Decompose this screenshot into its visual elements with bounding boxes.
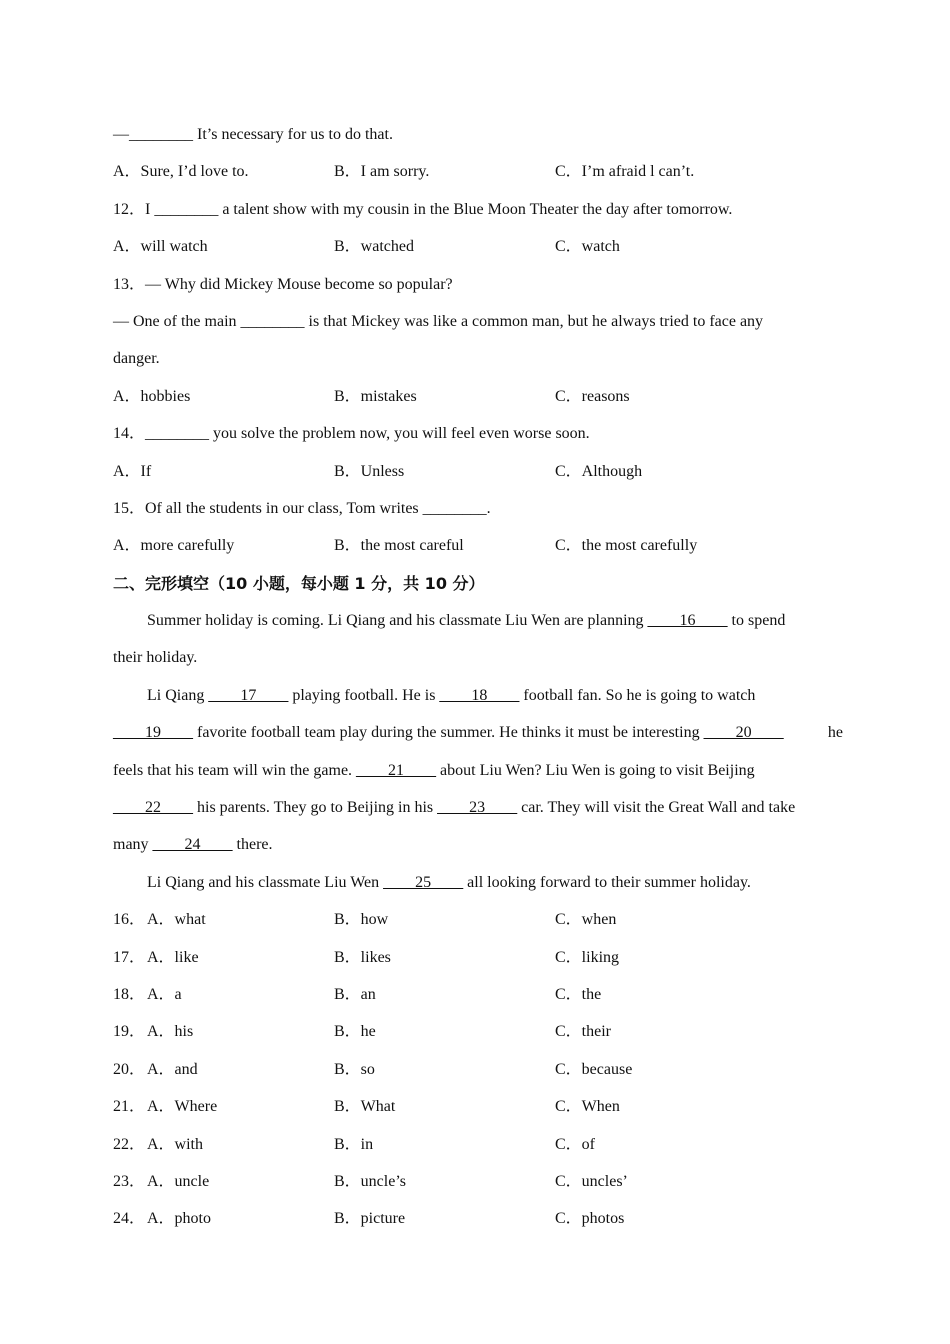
choice-option-b[interactable]: B．so <box>334 1060 375 1078</box>
q14-option-b[interactable]: B．Unless <box>334 462 405 480</box>
choice-option-a[interactable]: 21． A．Where <box>113 1094 334 1131</box>
worksheet-content <box>113 122 843 1244</box>
choice-option-c[interactable]: C．of <box>555 1135 596 1153</box>
choice-row-24 <box>113 1206 843 1243</box>
choice-number: 19． <box>113 1023 146 1041</box>
choice-row-16 <box>113 907 843 944</box>
q15-stem: 15．Of all the students in our class, Tom writes ________. <box>113 499 491 517</box>
passage-p2-line3 <box>113 758 843 795</box>
passage-p2-line2 <box>113 720 843 757</box>
q15-option-c[interactable]: C．the most carefully <box>555 537 698 555</box>
q14-option-c[interactable]: C．Although <box>555 462 643 480</box>
choice-row-21 <box>113 1094 843 1131</box>
passage-text: he <box>827 724 843 742</box>
choice-option-a[interactable]: 16． A．what <box>113 907 334 944</box>
passage-text: many <box>113 836 153 854</box>
choice-option-a[interactable]: 19． A．his <box>113 1019 334 1056</box>
choice-option-b[interactable]: B．What <box>334 1098 396 1116</box>
q12-options <box>113 234 843 271</box>
passage-text: about Liu Wen? Liu Wen is going to visit Beijing <box>436 761 755 779</box>
q13-option-c[interactable]: C．reasons <box>555 387 630 405</box>
q14-stem: 14．________ you solve the problem now, you will feel even worse soon. <box>113 425 590 443</box>
choice-option-a[interactable]: 23． A．uncle <box>113 1169 334 1206</box>
passage-text: to spend <box>727 612 786 630</box>
choice-option-b[interactable]: B．how <box>334 911 389 929</box>
choice-option-c[interactable]: C．uncles’ <box>555 1172 628 1190</box>
blank-18: ____18____ <box>439 686 520 704</box>
passage-p3-line1 <box>113 870 843 907</box>
passage-p1-line2: their holiday. <box>113 649 198 667</box>
q11-reply: —________ It’s necessary for us to do that. <box>113 126 393 143</box>
choice-option-b[interactable]: B．he <box>334 1023 376 1041</box>
passage-text: all looking forward to their summer holiday. <box>463 873 751 891</box>
q13-option-a[interactable]: A．hobbies <box>113 387 191 405</box>
q13-reply-cont: danger. <box>113 350 160 368</box>
passage-text: his parents. They go to Beijing in his <box>193 799 438 817</box>
passage-text: Li Qiang and his classmate Liu Wen <box>147 873 384 891</box>
choice-option-c[interactable]: C．photos <box>555 1210 625 1228</box>
q11-option-b[interactable]: B．I am sorry. <box>334 163 430 181</box>
choice-row-18 <box>113 982 843 1019</box>
choice-option-a[interactable]: 18． A．a <box>113 982 334 1019</box>
q11-option-c[interactable]: C．I’m afraid l can’t. <box>555 163 695 181</box>
q13-reply: — One of the main ________ is that Mickey was like a common man, but he always tried to face any <box>113 312 764 330</box>
passage-text: playing football. He is <box>288 686 440 704</box>
choice-row-20 <box>113 1057 843 1094</box>
passage-text: Li Qiang <box>147 686 209 704</box>
q15-option-b[interactable]: B．the most careful <box>334 537 464 555</box>
passage-p2-line4 <box>113 795 843 832</box>
q13-option-b[interactable]: B．mistakes <box>334 387 417 405</box>
passage-p2-line1 <box>113 683 843 720</box>
passage-p1-line1 <box>113 608 843 645</box>
choice-number: 24． <box>113 1210 146 1228</box>
choice-row-22 <box>113 1132 843 1169</box>
choice-number: 16． <box>113 911 146 929</box>
blank-24: ____24____ <box>152 836 233 854</box>
passage-text: feels that his team will win the game. <box>113 761 357 779</box>
q13-stem: 13．— Why did Mickey Mouse become so popular? <box>113 275 453 293</box>
choice-option-a[interactable]: 24． A．photo <box>113 1206 334 1243</box>
choice-number: 17． <box>113 948 146 966</box>
q11-option-a[interactable]: A．Sure, I’d love to. <box>113 163 249 181</box>
passage-text: there. <box>232 836 273 854</box>
choice-option-b[interactable]: B．in <box>334 1135 374 1153</box>
choice-option-b[interactable]: B．likes <box>334 948 391 966</box>
q12-option-c[interactable]: C．watch <box>555 238 620 256</box>
choice-row-19 <box>113 1019 843 1056</box>
blank-23: ____23____ <box>437 799 518 817</box>
choice-option-b[interactable]: B．an <box>334 985 376 1003</box>
passage-text: Summer holiday is coming. Li Qiang and his classmate Liu Wen are planning <box>147 612 648 630</box>
choice-option-c[interactable]: C．because <box>555 1060 633 1078</box>
section-heading: 二、完形填空（10 小题，每小题 1 分，共 10 分） <box>113 573 485 593</box>
choice-number: 23． <box>113 1172 146 1190</box>
blank-17: ____17____ <box>208 686 289 704</box>
choice-option-c[interactable]: C．when <box>555 911 617 929</box>
choice-option-b[interactable]: B．picture <box>334 1210 406 1228</box>
choice-row-23 <box>113 1169 843 1206</box>
q15-options <box>113 533 843 570</box>
choice-number: 22． <box>113 1135 146 1153</box>
passage-text: favorite football team play during the summer. He thinks it must be interesting <box>193 724 704 742</box>
choice-option-b[interactable]: B．uncle’s <box>334 1172 406 1190</box>
q14-option-a[interactable]: A．If <box>113 462 152 480</box>
choice-row-17 <box>113 945 843 982</box>
q14-options <box>113 459 843 496</box>
choice-number: 20． <box>113 1060 146 1078</box>
choice-option-a[interactable]: 22． A．with <box>113 1132 334 1169</box>
blank-25: ____25____ <box>383 873 464 891</box>
blank-16: ____16____ <box>647 612 728 630</box>
blank-20: ____20____ <box>703 724 784 742</box>
choice-option-c[interactable]: C．the <box>555 985 602 1003</box>
choice-option-c[interactable]: C．liking <box>555 948 620 966</box>
q12-option-b[interactable]: B．watched <box>334 238 414 256</box>
choice-number: 21． <box>113 1098 146 1116</box>
choice-option-a[interactable]: 17． A．like <box>113 945 334 982</box>
q12-option-a[interactable]: A．will watch <box>113 238 208 256</box>
passage-text: car. They will visit the Great Wall and take <box>517 799 796 817</box>
blank-22: ____22____ <box>113 799 193 817</box>
q13-options <box>113 384 843 421</box>
q11-options <box>113 159 843 196</box>
choice-number: 18． <box>113 985 146 1003</box>
choice-option-c[interactable]: C．their <box>555 1023 611 1041</box>
passage-text: football fan. So he is going to watch <box>519 686 756 704</box>
choice-option-c[interactable]: C．When <box>555 1098 620 1116</box>
passage-p2-line5 <box>113 832 843 869</box>
blank-21: ____21____ <box>356 761 437 779</box>
q15-option-a[interactable]: A．more carefully <box>113 537 235 555</box>
choice-option-a[interactable]: 20． A．and <box>113 1057 334 1094</box>
blank-19: ____19____ <box>113 724 193 742</box>
q12-stem: 12．I ________ a talent show with my cousin in the Blue Moon Theater the day after tomorrow. <box>113 200 733 218</box>
